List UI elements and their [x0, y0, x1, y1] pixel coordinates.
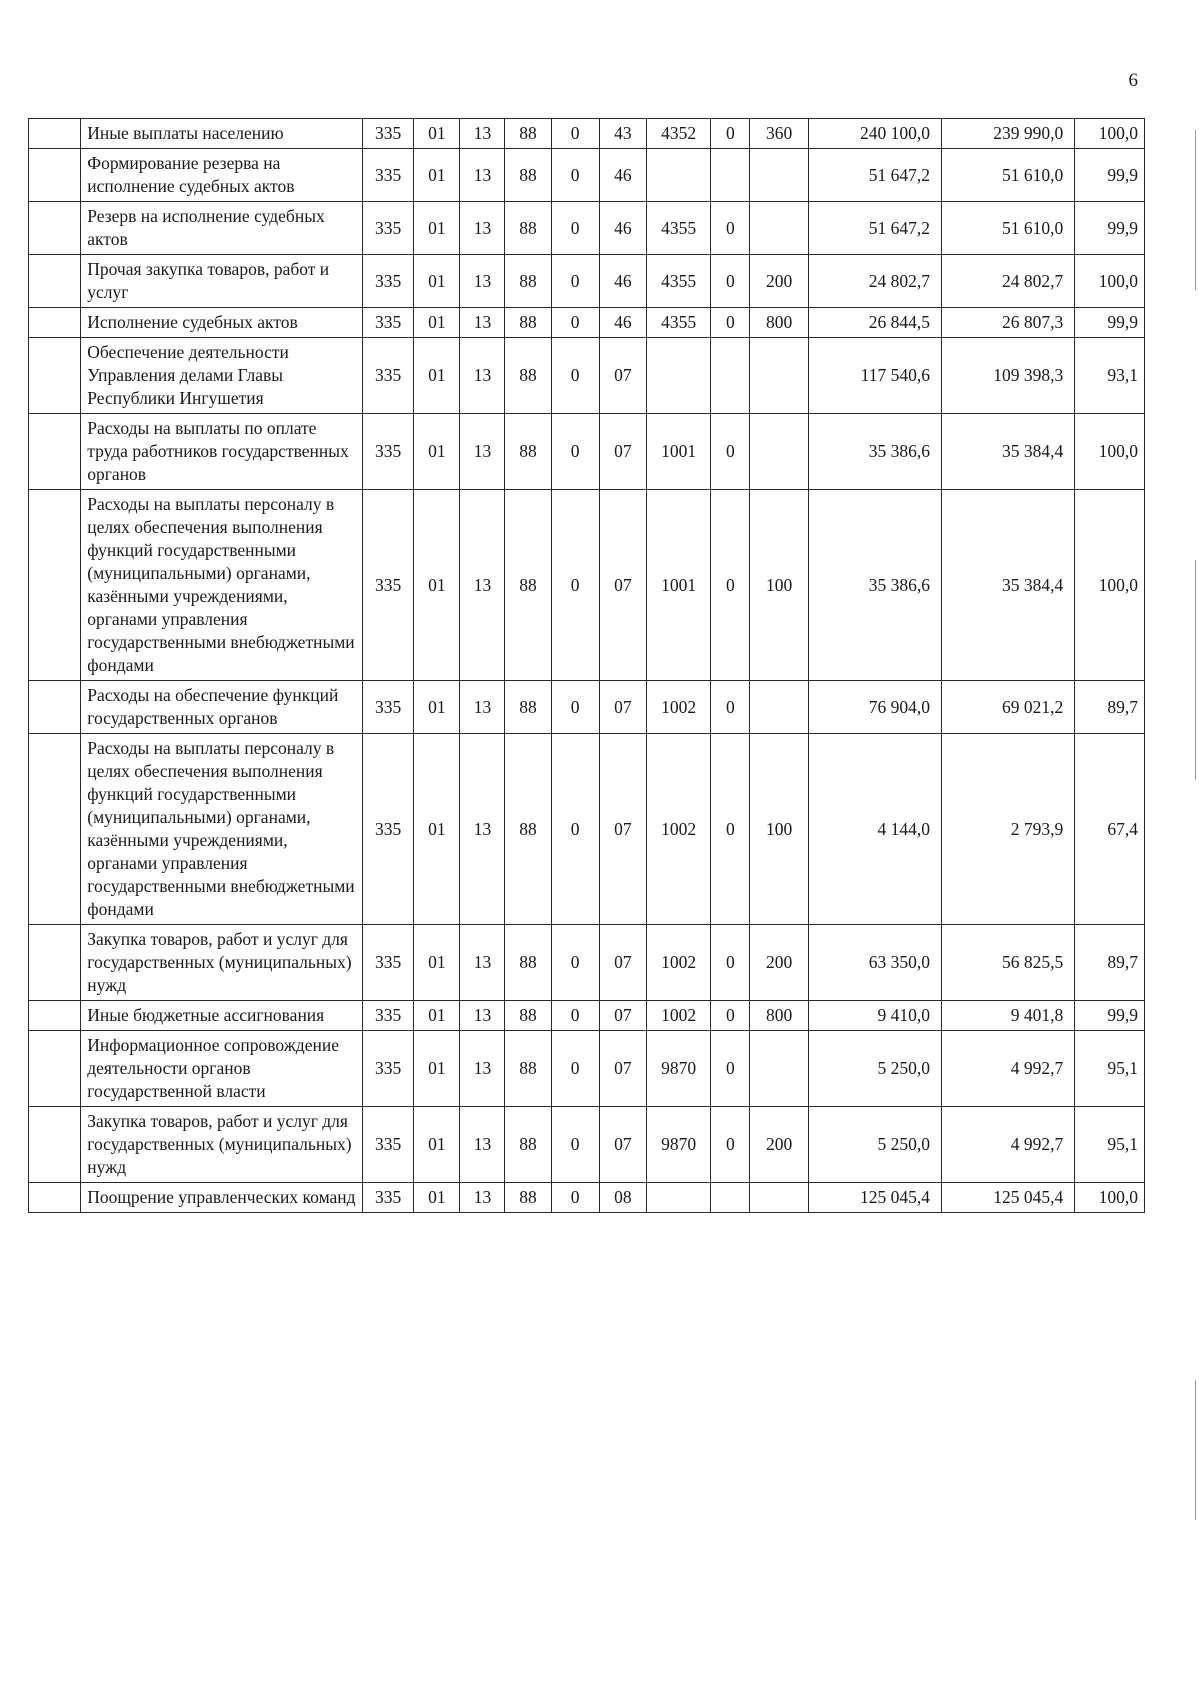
- event-code-cell: 07: [599, 414, 646, 490]
- section-code-cell: 01: [414, 925, 460, 1001]
- planned-amount-cell: 63 350,0: [808, 925, 941, 1001]
- percent-cell: 89,7: [1075, 925, 1145, 1001]
- planned-amount-cell: 35 386,6: [808, 490, 941, 681]
- budget-table: [28, 118, 1145, 1213]
- expense-name-cell: Прочая закупка товаров, работ и услуг: [81, 255, 363, 308]
- section-code-cell: 01: [414, 1107, 460, 1183]
- expense-type-cell: [750, 414, 808, 490]
- percent-cell: 100,0: [1075, 490, 1145, 681]
- event-code-cell: 07: [599, 490, 646, 681]
- table-row: [29, 414, 1145, 490]
- event-code-cell: 43: [599, 119, 646, 149]
- direction-code-cell: 1001: [646, 414, 711, 490]
- percent-cell: 93,1: [1075, 338, 1145, 414]
- table-row: [29, 681, 1145, 734]
- subsection-code-cell: 13: [460, 490, 505, 681]
- row-index-cell: [29, 1183, 81, 1213]
- event-code-cell: 46: [599, 202, 646, 255]
- ministry-code-cell: 335: [363, 925, 414, 1001]
- planned-amount-cell: 5 250,0: [808, 1107, 941, 1183]
- planned-amount-cell: 117 540,6: [808, 338, 941, 414]
- subprogram-code-cell: 0: [551, 255, 599, 308]
- section-code-cell: 01: [414, 338, 460, 414]
- table-row: [29, 255, 1145, 308]
- executed-amount-cell: 26 807,3: [941, 308, 1074, 338]
- program-code-cell: 88: [505, 414, 551, 490]
- table-row: [29, 1107, 1145, 1183]
- table-row: [29, 202, 1145, 255]
- executed-amount-cell: 4 992,7: [941, 1031, 1074, 1107]
- subprogram-code-cell: 0: [551, 308, 599, 338]
- event-code-cell: 46: [599, 308, 646, 338]
- direction-code-cell: [646, 1183, 711, 1213]
- row-index-cell: [29, 414, 81, 490]
- percent-cell: 100,0: [1075, 414, 1145, 490]
- program-code-cell: 88: [505, 681, 551, 734]
- executed-amount-cell: 24 802,7: [941, 255, 1074, 308]
- table-row: [29, 308, 1145, 338]
- sub-direction-code-cell: 0: [711, 1001, 750, 1031]
- section-code-cell: 01: [414, 414, 460, 490]
- subsection-code-cell: 13: [460, 308, 505, 338]
- direction-code-cell: 1002: [646, 681, 711, 734]
- section-code-cell: 01: [414, 255, 460, 308]
- sub-direction-code-cell: 0: [711, 1107, 750, 1183]
- expense-name-cell: Иные выплаты населению: [81, 119, 363, 149]
- sub-direction-code-cell: 0: [711, 734, 750, 925]
- program-code-cell: 88: [505, 202, 551, 255]
- expense-type-cell: [750, 681, 808, 734]
- section-code-cell: 01: [414, 734, 460, 925]
- scan-edge-mark: [1195, 1380, 1196, 1520]
- ministry-code-cell: 335: [363, 308, 414, 338]
- scan-edge-mark: [1195, 130, 1196, 290]
- subsection-code-cell: 13: [460, 149, 505, 202]
- direction-code-cell: 4355: [646, 202, 711, 255]
- subsection-code-cell: 13: [460, 255, 505, 308]
- section-code-cell: 01: [414, 1183, 460, 1213]
- ministry-code-cell: 335: [363, 119, 414, 149]
- row-index-cell: [29, 338, 81, 414]
- subprogram-code-cell: 0: [551, 202, 599, 255]
- percent-cell: 99,9: [1075, 308, 1145, 338]
- subsection-code-cell: 13: [460, 734, 505, 925]
- table-row: [29, 1001, 1145, 1031]
- table-row: [29, 338, 1145, 414]
- percent-cell: 95,1: [1075, 1107, 1145, 1183]
- sub-direction-code-cell: [711, 149, 750, 202]
- expense-type-cell: 200: [750, 255, 808, 308]
- expense-type-cell: [750, 1183, 808, 1213]
- sub-direction-code-cell: 0: [711, 119, 750, 149]
- program-code-cell: 88: [505, 1001, 551, 1031]
- section-code-cell: 01: [414, 119, 460, 149]
- expense-type-cell: 100: [750, 490, 808, 681]
- program-code-cell: 88: [505, 119, 551, 149]
- subsection-code-cell: 13: [460, 119, 505, 149]
- direction-code-cell: 4352: [646, 119, 711, 149]
- planned-amount-cell: 51 647,2: [808, 202, 941, 255]
- percent-cell: 99,9: [1075, 202, 1145, 255]
- subprogram-code-cell: 0: [551, 1031, 599, 1107]
- direction-code-cell: 9870: [646, 1107, 711, 1183]
- sub-direction-code-cell: 0: [711, 681, 750, 734]
- executed-amount-cell: 51 610,0: [941, 149, 1074, 202]
- percent-cell: 100,0: [1075, 119, 1145, 149]
- percent-cell: 100,0: [1075, 1183, 1145, 1213]
- executed-amount-cell: 109 398,3: [941, 338, 1074, 414]
- executed-amount-cell: 125 045,4: [941, 1183, 1074, 1213]
- subsection-code-cell: 13: [460, 925, 505, 1001]
- direction-code-cell: 9870: [646, 1031, 711, 1107]
- row-index-cell: [29, 119, 81, 149]
- section-code-cell: 01: [414, 490, 460, 681]
- event-code-cell: 46: [599, 255, 646, 308]
- event-code-cell: 07: [599, 1107, 646, 1183]
- expense-name-cell: Иные бюджетные ассигнования: [81, 1001, 363, 1031]
- subsection-code-cell: 13: [460, 1107, 505, 1183]
- planned-amount-cell: 5 250,0: [808, 1031, 941, 1107]
- ministry-code-cell: 335: [363, 1183, 414, 1213]
- executed-amount-cell: 4 992,7: [941, 1107, 1074, 1183]
- percent-cell: 99,9: [1075, 149, 1145, 202]
- program-code-cell: 88: [505, 1031, 551, 1107]
- planned-amount-cell: 240 100,0: [808, 119, 941, 149]
- subprogram-code-cell: 0: [551, 1107, 599, 1183]
- direction-code-cell: 4355: [646, 308, 711, 338]
- direction-code-cell: 1002: [646, 1001, 711, 1031]
- sub-direction-code-cell: 0: [711, 1031, 750, 1107]
- section-code-cell: 01: [414, 1001, 460, 1031]
- ministry-code-cell: 335: [363, 1031, 414, 1107]
- table-row: [29, 734, 1145, 925]
- subprogram-code-cell: 0: [551, 681, 599, 734]
- event-code-cell: 46: [599, 149, 646, 202]
- program-code-cell: 88: [505, 338, 551, 414]
- expense-type-cell: 800: [750, 1001, 808, 1031]
- expense-name-cell: Расходы на выплаты персоналу в целях обеспечения выполнения функций государственными (муниципальными) органами, казёнными учреждениями, органами управления государственными внебюджетными фондами: [81, 734, 363, 925]
- event-code-cell: 07: [599, 734, 646, 925]
- section-code-cell: 01: [414, 308, 460, 338]
- row-index-cell: [29, 925, 81, 1001]
- subsection-code-cell: 13: [460, 202, 505, 255]
- program-code-cell: 88: [505, 308, 551, 338]
- expense-name-cell: Обеспечение деятельности Управления делами Главы Республики Ингушетия: [81, 338, 363, 414]
- expense-type-cell: [750, 149, 808, 202]
- expense-type-cell: 100: [750, 734, 808, 925]
- section-code-cell: 01: [414, 1031, 460, 1107]
- program-code-cell: 88: [505, 1107, 551, 1183]
- planned-amount-cell: 9 410,0: [808, 1001, 941, 1031]
- program-code-cell: 88: [505, 490, 551, 681]
- sub-direction-code-cell: 0: [711, 255, 750, 308]
- subprogram-code-cell: 0: [551, 1183, 599, 1213]
- row-index-cell: [29, 308, 81, 338]
- percent-cell: 95,1: [1075, 1031, 1145, 1107]
- subprogram-code-cell: 0: [551, 734, 599, 925]
- table-row: [29, 149, 1145, 202]
- expense-name-cell: Расходы на обеспечение функций государственных органов: [81, 681, 363, 734]
- direction-code-cell: [646, 338, 711, 414]
- subsection-code-cell: 13: [460, 414, 505, 490]
- ministry-code-cell: 335: [363, 149, 414, 202]
- direction-code-cell: [646, 149, 711, 202]
- page-number: 6: [1128, 70, 1138, 91]
- executed-amount-cell: 2 793,9: [941, 734, 1074, 925]
- expense-type-cell: [750, 202, 808, 255]
- program-code-cell: 88: [505, 925, 551, 1001]
- planned-amount-cell: 51 647,2: [808, 149, 941, 202]
- section-code-cell: 01: [414, 681, 460, 734]
- row-index-cell: [29, 1031, 81, 1107]
- subsection-code-cell: 13: [460, 681, 505, 734]
- scan-edge-mark: [1195, 560, 1196, 780]
- planned-amount-cell: 125 045,4: [808, 1183, 941, 1213]
- row-index-cell: [29, 734, 81, 925]
- sub-direction-code-cell: 0: [711, 414, 750, 490]
- executed-amount-cell: 239 990,0: [941, 119, 1074, 149]
- expense-name-cell: Резерв на исполнение судебных актов: [81, 202, 363, 255]
- ministry-code-cell: 335: [363, 1107, 414, 1183]
- executed-amount-cell: 56 825,5: [941, 925, 1074, 1001]
- sub-direction-code-cell: 0: [711, 202, 750, 255]
- expense-name-cell: Информационное сопровождение деятельности органов государственной власти: [81, 1031, 363, 1107]
- expense-name-cell: Исполнение судебных актов: [81, 308, 363, 338]
- budget-table-body: [29, 119, 1145, 1213]
- subprogram-code-cell: 0: [551, 119, 599, 149]
- subprogram-code-cell: 0: [551, 414, 599, 490]
- event-code-cell: 07: [599, 1001, 646, 1031]
- table-row: [29, 119, 1145, 149]
- row-index-cell: [29, 490, 81, 681]
- direction-code-cell: 1002: [646, 925, 711, 1001]
- executed-amount-cell: 9 401,8: [941, 1001, 1074, 1031]
- event-code-cell: 07: [599, 925, 646, 1001]
- program-code-cell: 88: [505, 734, 551, 925]
- ministry-code-cell: 335: [363, 202, 414, 255]
- program-code-cell: 88: [505, 255, 551, 308]
- table-row: [29, 1031, 1145, 1107]
- expense-type-cell: 800: [750, 308, 808, 338]
- direction-code-cell: 1002: [646, 734, 711, 925]
- percent-cell: 89,7: [1075, 681, 1145, 734]
- expense-type-cell: 200: [750, 925, 808, 1001]
- subsection-code-cell: 13: [460, 1001, 505, 1031]
- sub-direction-code-cell: [711, 1183, 750, 1213]
- executed-amount-cell: 51 610,0: [941, 202, 1074, 255]
- sub-direction-code-cell: 0: [711, 925, 750, 1001]
- row-index-cell: [29, 1001, 81, 1031]
- row-index-cell: [29, 681, 81, 734]
- sub-direction-code-cell: 0: [711, 490, 750, 681]
- expense-type-cell: [750, 338, 808, 414]
- planned-amount-cell: 35 386,6: [808, 414, 941, 490]
- section-code-cell: 01: [414, 149, 460, 202]
- subprogram-code-cell: 0: [551, 925, 599, 1001]
- planned-amount-cell: 4 144,0: [808, 734, 941, 925]
- expense-name-cell: Расходы на выплаты по оплате труда работников государственных органов: [81, 414, 363, 490]
- program-code-cell: 88: [505, 1183, 551, 1213]
- planned-amount-cell: 24 802,7: [808, 255, 941, 308]
- percent-cell: 100,0: [1075, 255, 1145, 308]
- expense-type-cell: 200: [750, 1107, 808, 1183]
- subsection-code-cell: 13: [460, 1183, 505, 1213]
- row-index-cell: [29, 149, 81, 202]
- subsection-code-cell: 13: [460, 338, 505, 414]
- ministry-code-cell: 335: [363, 255, 414, 308]
- executed-amount-cell: 35 384,4: [941, 414, 1074, 490]
- row-index-cell: [29, 255, 81, 308]
- ministry-code-cell: 335: [363, 734, 414, 925]
- expense-type-cell: [750, 1031, 808, 1107]
- subprogram-code-cell: 0: [551, 338, 599, 414]
- event-code-cell: 07: [599, 681, 646, 734]
- program-code-cell: 88: [505, 149, 551, 202]
- event-code-cell: 08: [599, 1183, 646, 1213]
- section-code-cell: 01: [414, 202, 460, 255]
- expense-name-cell: Закупка товаров, работ и услуг для государственных (муниципальных) нужд: [81, 925, 363, 1001]
- sub-direction-code-cell: [711, 338, 750, 414]
- direction-code-cell: 1001: [646, 490, 711, 681]
- ministry-code-cell: 335: [363, 681, 414, 734]
- table-row: [29, 490, 1145, 681]
- ministry-code-cell: 335: [363, 338, 414, 414]
- expense-name-cell: Формирование резерва на исполнение судебных актов: [81, 149, 363, 202]
- planned-amount-cell: 26 844,5: [808, 308, 941, 338]
- ministry-code-cell: 335: [363, 490, 414, 681]
- table-row: [29, 1183, 1145, 1213]
- expense-name-cell: Расходы на выплаты персоналу в целях обеспечения выполнения функций государственными (муниципальными) органами, казёнными учреждениями, органами управления государственными внебюджетными фондами: [81, 490, 363, 681]
- event-code-cell: 07: [599, 338, 646, 414]
- expense-name-cell: Поощрение управленческих команд: [81, 1183, 363, 1213]
- subprogram-code-cell: 0: [551, 149, 599, 202]
- expense-type-cell: 360: [750, 119, 808, 149]
- ministry-code-cell: 335: [363, 414, 414, 490]
- sub-direction-code-cell: 0: [711, 308, 750, 338]
- subsection-code-cell: 13: [460, 1031, 505, 1107]
- percent-cell: 99,9: [1075, 1001, 1145, 1031]
- planned-amount-cell: 76 904,0: [808, 681, 941, 734]
- ministry-code-cell: 335: [363, 1001, 414, 1031]
- subprogram-code-cell: 0: [551, 1001, 599, 1031]
- executed-amount-cell: 35 384,4: [941, 490, 1074, 681]
- row-index-cell: [29, 1107, 81, 1183]
- expense-name-cell: Закупка товаров, работ и услуг для государственных (муниципальных) нужд: [81, 1107, 363, 1183]
- table-row: [29, 925, 1145, 1001]
- executed-amount-cell: 69 021,2: [941, 681, 1074, 734]
- event-code-cell: 07: [599, 1031, 646, 1107]
- row-index-cell: [29, 202, 81, 255]
- subprogram-code-cell: 0: [551, 490, 599, 681]
- direction-code-cell: 4355: [646, 255, 711, 308]
- percent-cell: 67,4: [1075, 734, 1145, 925]
